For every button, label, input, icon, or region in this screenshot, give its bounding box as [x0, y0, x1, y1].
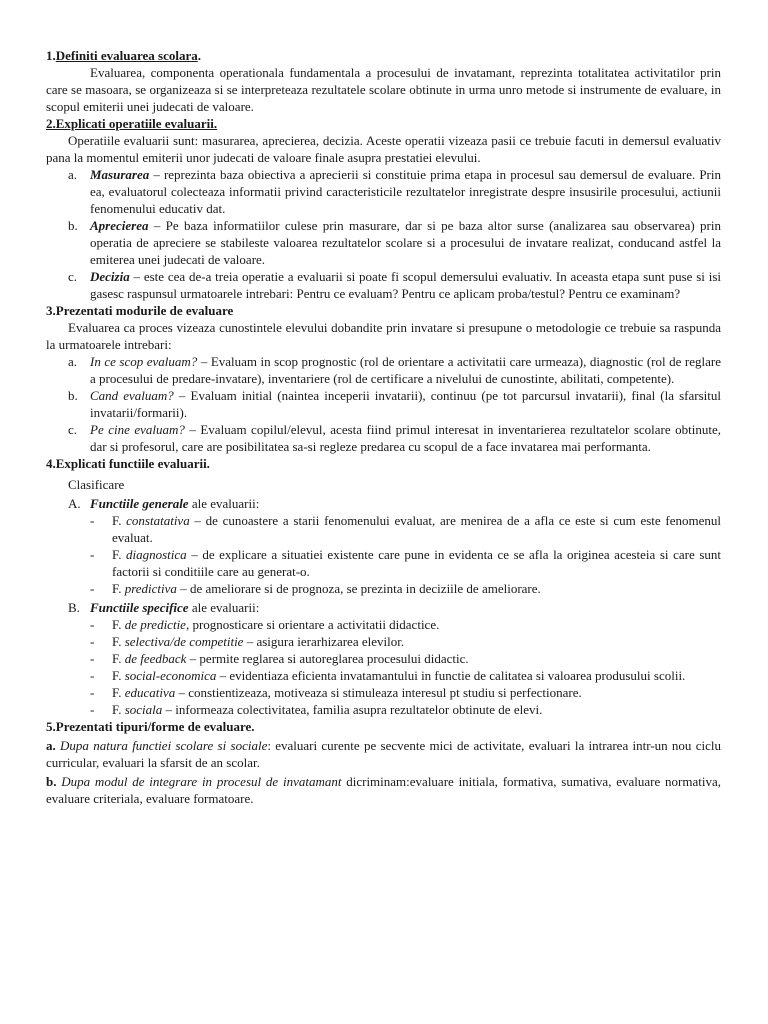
list-item-text	[112, 684, 721, 701]
list-item	[46, 217, 721, 268]
definition: – permite reglarea si autoreglarea procesului didactic.	[186, 651, 469, 666]
label: a.	[46, 738, 56, 753]
list-item-text	[112, 650, 721, 667]
list-item	[46, 512, 721, 546]
definition: – informeaza colectivitatea, familia asupra rezultatelor obtinute de elevi.	[162, 702, 543, 717]
list-item-text	[112, 546, 721, 580]
section-b	[46, 599, 721, 616]
list-item-text	[112, 701, 721, 718]
prefix: F.	[112, 581, 125, 596]
list-item	[46, 667, 721, 684]
section-a-text	[90, 495, 721, 512]
dash-bullet: -	[90, 651, 95, 666]
list-item	[46, 421, 721, 455]
s3-list	[46, 353, 721, 455]
term: predictiva	[124, 581, 177, 596]
heading-1-end: .	[197, 48, 202, 63]
label: b.	[46, 774, 57, 789]
term: Pe cine evaluam?	[90, 422, 185, 437]
definition: – de explicare a situatiei existente care pune in evidenta ce se afla la originea acesteia si care sunt factorii si conditiile care au generat-o.	[112, 547, 721, 579]
s2-intro: Operatiile evaluarii sunt: masurarea, aprecierea, decizia. Aceste operatii vizeaza pasii ce trebuie facuti in demersul evaluativ pana la momentul emiterii unor judecati de valoare finale asupra prestatiei elevului.	[46, 133, 721, 165]
s3-intro: Evaluarea ca proces vizeaza cunostintele elevului dobandite prin invatare si presupune o metodologie ce trebuie sa raspunda la urmatoarele intrebari:	[46, 320, 721, 352]
list-item	[46, 166, 721, 217]
heading-4: 4.Explicati functiile evaluarii.	[46, 456, 210, 471]
list-item-text	[90, 268, 721, 302]
definition: – de ameliorare si de prognoza, se prezinta in deciziile de ameliorare.	[176, 581, 541, 596]
list-item-label: c.	[68, 422, 78, 437]
list-item-text	[112, 616, 721, 633]
clasificare-label: Clasificare	[68, 477, 125, 492]
definition: – constientizeaza, motiveaza si stimuleaza interesul pt studiu si perfectionare.	[175, 685, 582, 700]
list-item-label: b.	[68, 218, 78, 233]
list-item	[46, 387, 721, 421]
term: social-economica	[124, 668, 217, 683]
term: selectiva/de competitie	[124, 634, 244, 649]
definition: – evidentiaza eficienta invatamantului in functie de calitatea si valoarea produsului scolii.	[216, 668, 686, 683]
definition: – Evaluam initial (naintea inceperii invatarii), continuu (pe tot parcursul invatarii), final (la sfarsitul invatarii/formarii).	[90, 388, 721, 420]
term: educativa	[124, 685, 176, 700]
heading-5: 5.Prezentati tipuri/forme de evaluare.	[46, 719, 255, 734]
s1-paragraph: Evaluarea, componenta operationala fundamentala a procesului de invatamant, reprezinta totalitatea activitatilor prin care se masoara, se organizeaza si se interpreteaza rezultatele scolare obtinute in urma unro metode si instrumente de evaluare, in scopul emiterii unei judecati de valoare.	[46, 65, 721, 114]
heading-1-text: Definiti evaluarea scolara	[55, 48, 198, 63]
prefix: F.	[112, 634, 125, 649]
list-item	[46, 650, 721, 667]
heading-1-number: 1.	[46, 48, 56, 63]
section-b-text	[90, 599, 721, 616]
term: diagnostica	[126, 547, 187, 562]
list-item	[46, 701, 721, 718]
term: In ce scop evaluam?	[90, 354, 198, 369]
dash-bullet: -	[90, 668, 95, 683]
dash-bullet: -	[90, 547, 95, 562]
term: Cand evaluam?	[90, 388, 174, 403]
definition: – Pe baza informatiilor culese prin masurare, dar si pe baza altor surse (analizarea sau observarea) prin operatia de apreciere se stabileste valoarea rezultatelor scolare si a procesului de invatare realizat, conducand astfel la emiterea unei judecati de valoare.	[90, 218, 721, 267]
list-item	[46, 268, 721, 302]
term: Masurarea	[90, 167, 150, 182]
list-item-text	[90, 421, 721, 455]
list-item-text	[112, 667, 721, 684]
dash-bullet: -	[90, 581, 95, 596]
definition: – reprezinta baza obiectiva a aprecierii si constituie prima etapa in procesul sau demersul de evaluare. Prin ea, evaluatorul colecteaza informatii privind caracteristicile rezultatelor inregistrate despre insusirile procesului, actiunii fenomenului educativ dat.	[90, 167, 721, 216]
term: Dupa modul de integrare in procesul de invatamant	[61, 774, 342, 789]
term: constatativa	[126, 513, 190, 528]
list-item-text	[112, 512, 721, 546]
specific-functions-list	[46, 616, 721, 718]
dash-bullet: -	[90, 617, 95, 632]
prefix: F.	[112, 702, 125, 717]
term: de feedback	[124, 651, 187, 666]
definition: – asigura ierarhizarea elevilor.	[243, 634, 405, 649]
definition: – Evaluam in scop prognostic (rol de orientare a activitatii care urmeaza), diagnostic (rol de reglare a procesului de predare-invatare), inventariere (rol de certificare a nivelului de cunostinte, abilitati, competente).	[90, 354, 721, 386]
list-item-label: c.	[68, 269, 78, 284]
definition: – este cea de-a treia operatie a evaluarii si poate fi scopul demersului evaluativ. In aceasta etapa sunt puse si isi gasesc raspunsul urmatoarele intrebari: Pentru ce evaluam? Pentru ce aplicam proba/testul? Pentru ce examinam?	[90, 269, 721, 301]
rest: ale evaluarii:	[188, 496, 260, 511]
heading-2	[46, 115, 721, 132]
list-item-text	[90, 387, 721, 421]
list-item-text	[90, 353, 721, 387]
heading-3: 3.Prezentati modurile de evaluare	[46, 303, 234, 318]
section-a	[46, 495, 721, 512]
list-item-text	[112, 580, 721, 597]
heading-1	[46, 47, 721, 64]
list-item	[46, 633, 721, 650]
rest: ale evaluarii:	[188, 600, 260, 615]
definition: – de cunoastere a starii fenomenului evaluat, are menirea de a afla ce este si cum este fenomenul evaluat.	[112, 513, 721, 545]
list-item	[46, 546, 721, 580]
term: Functiile generale	[90, 496, 189, 511]
dash-bullet: -	[90, 634, 95, 649]
list-item-label: b.	[68, 388, 78, 403]
term: Functiile specifice	[90, 600, 189, 615]
list-item	[46, 616, 721, 633]
definition: , prognosticare si orientare a activitatii didactice.	[185, 617, 440, 632]
list-item	[46, 580, 721, 597]
term: Aprecierea	[90, 218, 149, 233]
section-a-label: A.	[68, 496, 81, 511]
term: Decizia	[90, 269, 130, 284]
list-item	[46, 353, 721, 387]
list-item-label: a.	[68, 167, 78, 182]
list-item	[46, 684, 721, 701]
heading-2-text: 2.Explicati operatiile evaluarii.	[46, 116, 218, 131]
definition: : evaluari curente pe secvente mici de activitate, evaluari la intrarea intr-un nou ciclu curricular, evaluari la sfarsit de an scolar.	[46, 738, 721, 770]
general-functions-list	[46, 512, 721, 597]
dash-bullet: -	[90, 685, 95, 700]
list-item-text	[90, 217, 721, 268]
dash-bullet: -	[90, 702, 95, 717]
s5-paragraph-b	[46, 773, 721, 807]
dash-bullet: -	[90, 513, 95, 528]
list-item-text	[112, 633, 721, 650]
s5-paragraph-a	[46, 737, 721, 771]
prefix: F.	[112, 668, 125, 683]
section-b-label: B.	[68, 600, 80, 615]
list-item-text	[90, 166, 721, 217]
prefix: F.	[112, 547, 127, 562]
prefix: F.	[112, 617, 125, 632]
prefix: F.	[112, 513, 127, 528]
s2-list	[46, 166, 721, 302]
prefix: F.	[112, 685, 125, 700]
list-item-label: a.	[68, 354, 78, 369]
definition: dicriminam:evaluare initiala, formativa, sumativa, evaluare normativa, evaluare criteriala, evaluare formatoare.	[46, 774, 721, 806]
term: de predictie	[124, 617, 186, 632]
prefix: F.	[112, 651, 125, 666]
term: Dupa natura functiei scolare si sociale	[60, 738, 268, 753]
definition: – Evaluam copilul/elevul, acesta fiind primul interesat in inventarierea rezultatelor scolare obtinute, dar si profesorul, care are posibilitatea sa-si regleze predarea cu scopul de a face invatarea mai performanta.	[90, 422, 722, 454]
term: sociala	[124, 702, 163, 717]
